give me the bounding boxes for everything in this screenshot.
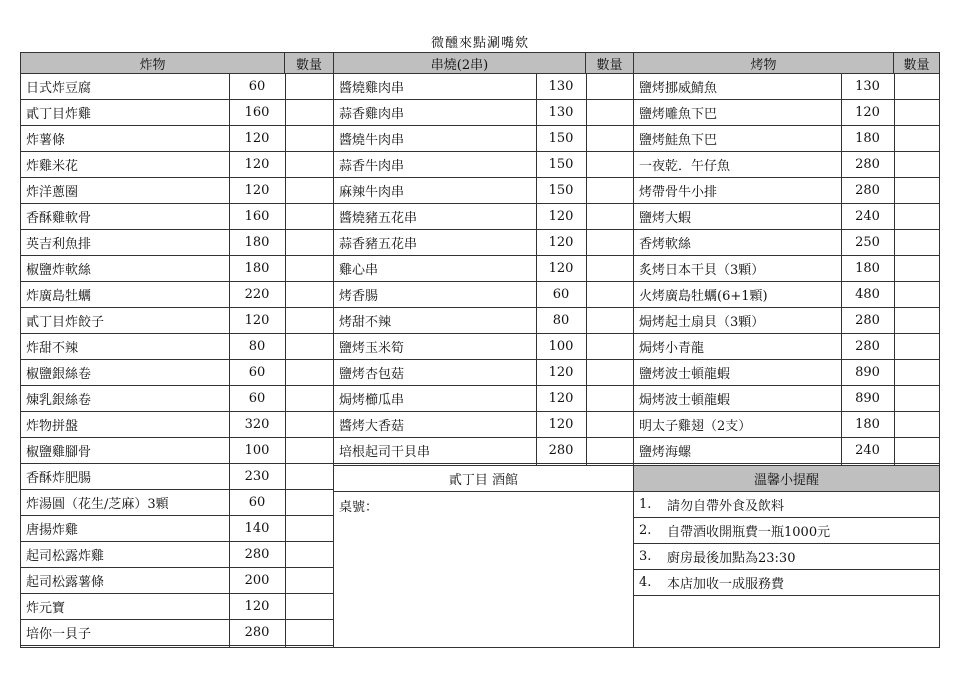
skewers-item-price: 120 xyxy=(548,261,574,276)
fried-item xyxy=(21,126,333,152)
fried-item-name: 起司松露炸雞 xyxy=(26,549,105,564)
fried-item xyxy=(21,620,333,646)
notes-box xyxy=(633,465,940,648)
fried-item xyxy=(21,282,333,308)
fried-item-name: 英吉利魚排 xyxy=(26,237,92,252)
fried-item-name: 炸洋蔥圈 xyxy=(26,185,79,200)
skewers-item-name: 醬燒豬五花串 xyxy=(339,211,418,226)
fried-item-name: 炸甜不辣 xyxy=(26,341,79,356)
skewers-item xyxy=(334,230,633,256)
fried-item-price: 160 xyxy=(244,209,270,224)
note-item xyxy=(634,544,939,570)
skewers-item-price: 150 xyxy=(548,183,574,198)
skewers-item xyxy=(334,334,633,360)
grilled-item-price: 130 xyxy=(855,79,880,94)
note-text: 廚房最後加點為23:30 xyxy=(667,551,796,566)
skewers-item-name: 鹽烤杏包菇 xyxy=(339,367,405,382)
grilled-item-price: 180 xyxy=(855,131,880,146)
fried-item-price: 160 xyxy=(244,105,270,120)
skewers-item-name: 醬燒牛肉串 xyxy=(339,133,405,148)
skewers-item-name: 蒜香牛肉串 xyxy=(339,159,405,174)
skewers-item-name: 烤香腸 xyxy=(339,289,379,304)
skewers-item-price: 120 xyxy=(548,391,574,406)
fried-item-name: 貳丁目炸雞 xyxy=(26,107,92,122)
fried-item-price: 60 xyxy=(248,495,266,510)
grilled-item-name: 火烤廣島牡蠣(6+1顆) xyxy=(639,289,768,304)
fried-item xyxy=(21,152,333,178)
fried-item-name: 香酥雞軟骨 xyxy=(26,211,92,226)
note-item xyxy=(634,570,939,596)
grilled-item-price: 280 xyxy=(855,339,880,354)
skewers-item-price: 120 xyxy=(548,209,574,224)
grilled-item-price: 890 xyxy=(855,365,880,380)
fried-item-name: 貳丁目炸餃子 xyxy=(26,315,105,330)
note-number: 3. xyxy=(639,549,652,564)
skewers-item-price: 100 xyxy=(548,339,574,354)
grilled-item-price: 890 xyxy=(855,391,880,406)
skewers-item xyxy=(334,438,633,464)
grilled-item-price: 120 xyxy=(855,105,880,120)
skewers-item-name: 鹽烤玉米筍 xyxy=(339,341,405,356)
note-number: 4. xyxy=(639,575,652,590)
fried-item-price: 220 xyxy=(244,287,270,302)
bar-name: 貳丁目 酒館 xyxy=(448,473,519,488)
fried-item-price: 60 xyxy=(248,391,266,406)
skewers-item xyxy=(334,74,633,100)
skewers-item-name: 焗烤櫛瓜串 xyxy=(339,393,405,408)
note-number: 1. xyxy=(639,497,652,512)
skewers-item xyxy=(334,282,633,308)
bar-info-box xyxy=(333,465,634,648)
grilled-item-name: 一夜乾．午仔魚 xyxy=(639,159,731,174)
fried-item xyxy=(21,360,333,386)
fried-item xyxy=(21,542,333,568)
skewers-item-price: 120 xyxy=(548,417,574,432)
fried-item-price: 100 xyxy=(244,443,270,458)
fried-item-price: 280 xyxy=(244,625,270,640)
fried-item xyxy=(21,204,333,230)
grilled-qty-header: 數量 xyxy=(894,53,939,74)
fried-item xyxy=(21,386,333,412)
skewers-item-name: 麻辣牛肉串 xyxy=(339,185,405,200)
fried-item-price: 120 xyxy=(244,183,270,198)
skewers-item xyxy=(334,256,633,282)
note-item xyxy=(634,492,939,518)
fried-item-price: 120 xyxy=(244,157,270,172)
fried-item-price: 280 xyxy=(244,547,270,562)
fried-item xyxy=(21,568,333,594)
grilled-item-name: 鹽烤雕魚下巴 xyxy=(639,107,718,122)
grilled-item-price: 280 xyxy=(855,157,880,172)
fried-qty-header: 數量 xyxy=(285,53,333,74)
skewers-item xyxy=(334,412,633,438)
grilled-item-name: 香烤軟絲 xyxy=(639,237,692,252)
skewers-item-price: 130 xyxy=(548,105,574,120)
grilled-item-name: 焗烤波士頓龍蝦 xyxy=(639,393,731,408)
skewers-item-name: 醬烤大香菇 xyxy=(339,419,405,434)
grilled-item-name: 鹽烤大蝦 xyxy=(639,211,692,226)
note-text: 請勿自帶外食及飲料 xyxy=(667,499,785,514)
fried-item-name: 培你一貝子 xyxy=(26,627,92,642)
fried-item-name: 起司松露薯條 xyxy=(26,575,105,590)
grilled-item-price: 280 xyxy=(855,313,880,328)
skewers-item-price: 120 xyxy=(548,235,574,250)
fried-item-price: 120 xyxy=(244,599,270,614)
table-number-label: 桌號： xyxy=(339,500,379,515)
note-text: 自帶酒收開瓶費一瓶1000元 xyxy=(667,525,831,540)
fried-item-price: 140 xyxy=(244,521,270,536)
fried-item-name: 椒鹽炸軟絲 xyxy=(26,263,92,278)
fried-item-name: 炸薯條 xyxy=(26,133,66,148)
fried-section xyxy=(20,52,334,648)
fried-item xyxy=(21,464,333,490)
grilled-item-name: 焗烤小青龍 xyxy=(639,341,705,356)
skewers-item xyxy=(334,386,633,412)
skewers-item xyxy=(334,204,633,230)
skewers-item xyxy=(334,126,633,152)
fried-item-name: 唐揚炸雞 xyxy=(26,523,79,538)
fried-item xyxy=(21,594,333,620)
fried-item xyxy=(21,256,333,282)
grilled-header: 烤物 xyxy=(634,53,894,74)
fried-item-price: 80 xyxy=(248,339,266,354)
skewers-item-name: 烤甜不辣 xyxy=(339,315,392,330)
skewers-item xyxy=(334,152,633,178)
skewers-item xyxy=(334,178,633,204)
note-item xyxy=(634,518,939,544)
grilled-item-name: 炙烤日本干貝（3顆） xyxy=(639,263,765,278)
note-number: 2. xyxy=(639,523,652,538)
fried-item xyxy=(21,74,333,100)
fried-item-price: 230 xyxy=(244,469,270,484)
fried-item xyxy=(21,308,333,334)
fried-item xyxy=(21,438,333,464)
grilled-item-name: 烤帶骨牛小排 xyxy=(639,185,718,200)
fried-item-name: 炸湯圓（花生/芝麻）3顆 xyxy=(26,497,169,512)
fried-item-price: 120 xyxy=(244,313,270,328)
skewers-item-price: 150 xyxy=(548,157,574,172)
skewers-item-name: 醬燒雞肉串 xyxy=(339,81,405,96)
notes-header: 溫馨小提醒 xyxy=(634,466,939,492)
fried-item xyxy=(21,178,333,204)
grilled-item-price: 240 xyxy=(855,209,880,224)
skewers-item-name: 蒜香雞肉串 xyxy=(339,107,405,122)
fried-item-name: 香酥炸肥腸 xyxy=(26,471,92,486)
fried-item-price: 60 xyxy=(248,365,266,380)
grilled-item-name: 鹽烤海螺 xyxy=(639,445,692,460)
grilled-item-name: 鹽烤挪威鯖魚 xyxy=(639,81,718,96)
skewers-section xyxy=(333,52,634,466)
skewers-item-price: 280 xyxy=(548,443,574,458)
fried-item-name: 日式炸豆腐 xyxy=(26,81,92,96)
fried-item-name: 煉乳銀絲卷 xyxy=(26,393,92,408)
fried-item-name: 炸雞米花 xyxy=(26,159,79,174)
fried-item-name: 炸物拼盤 xyxy=(26,419,79,434)
grilled-item-price: 180 xyxy=(855,417,880,432)
skewers-item-price: 80 xyxy=(552,313,570,328)
fried-item-price: 60 xyxy=(248,79,266,94)
skewers-item xyxy=(334,308,633,334)
fried-item xyxy=(21,230,333,256)
fried-item-price: 180 xyxy=(244,235,270,250)
fried-item xyxy=(21,412,333,438)
skewers-qty-header: 數量 xyxy=(586,53,633,74)
fried-item-price: 200 xyxy=(244,573,270,588)
fried-item-name: 椒鹽雞腳骨 xyxy=(26,445,92,460)
grilled-item-price: 280 xyxy=(855,183,880,198)
grilled-item-price: 480 xyxy=(855,287,880,302)
skewers-item-price: 150 xyxy=(548,131,574,146)
fried-item-price: 180 xyxy=(244,261,270,276)
skewers-item xyxy=(334,100,633,126)
fried-item xyxy=(21,334,333,360)
grilled-section xyxy=(633,52,940,466)
grilled-item-name: 明太子雞翅（2支） xyxy=(639,419,752,434)
skewers-item-name: 雞心串 xyxy=(339,263,379,278)
grilled-item-price: 250 xyxy=(855,235,880,250)
fried-item xyxy=(21,490,333,516)
skewers-item-price: 120 xyxy=(548,365,574,380)
fried-item-name: 椒鹽銀絲卷 xyxy=(26,367,92,382)
fried-item-name: 炸廣島牡蠣 xyxy=(26,289,92,304)
fried-item xyxy=(21,516,333,542)
skewers-item-price: 60 xyxy=(552,287,570,302)
menu-title: 微醺來點涮嘴欸 xyxy=(430,36,529,51)
fried-item xyxy=(21,100,333,126)
fried-item-name: 炸元寶 xyxy=(26,601,66,616)
note-text: 本店加收一成服務費 xyxy=(667,577,785,592)
skewers-item xyxy=(334,360,633,386)
grilled-item-name: 鹽烤鮭魚下巴 xyxy=(639,133,718,148)
skewers-item-name: 蒜香豬五花串 xyxy=(339,237,418,252)
fried-item-price: 120 xyxy=(244,131,270,146)
fried-item-price: 320 xyxy=(244,417,270,432)
skewers-header: 串燒(2串) xyxy=(334,53,586,74)
fried-header: 炸物 xyxy=(21,53,285,74)
grilled-item-name: 鹽烤波士頓龍蝦 xyxy=(639,367,731,382)
grilled-item-price: 240 xyxy=(855,443,880,458)
skewers-item-name: 培根起司干貝串 xyxy=(339,445,431,460)
grilled-item-price: 180 xyxy=(855,261,880,276)
skewers-item-price: 130 xyxy=(548,79,574,94)
grilled-item-name: 焗烤起士扇貝（3顆） xyxy=(639,315,765,330)
